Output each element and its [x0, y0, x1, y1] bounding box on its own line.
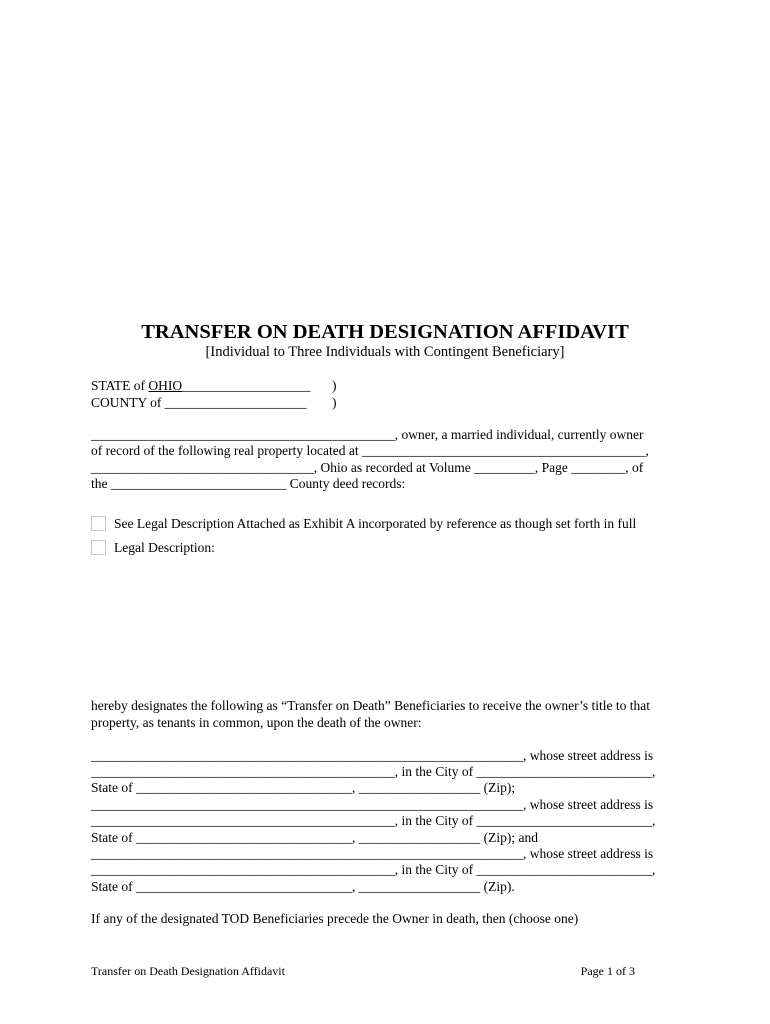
state-paren: ): [332, 378, 337, 393]
beneficiary-2-address-line: _____________________________________________, in the City of __________________________,: [91, 813, 656, 828]
designation-line-1: hereby designates the following as “Transfer on Death” Beneficiaries to receive the owner’s title to that: [91, 698, 650, 713]
beneficiary-3-state-line: State of ________________________________, __________________ (Zip).: [91, 879, 515, 894]
owner-line-2: of record of the following real property located at __________________________________________,: [91, 443, 649, 458]
state-value: OHIO: [148, 378, 183, 393]
designation-line-2: property, as tenants in common, upon the death of the owner:: [91, 715, 422, 730]
footer-page-number: Page 1 of 3: [580, 964, 635, 978]
beneficiary-3-address-line: _____________________________________________, in the City of __________________________,: [91, 862, 656, 877]
exhibit-a-label: See Legal Description Attached as Exhibit A incorporated by reference as though set forth in full: [114, 516, 637, 531]
state-prefix: STATE of: [91, 378, 149, 393]
state-blank: ___________________: [182, 378, 311, 393]
beneficiary-2-name-line: ________________________________________________________________, whose street address is: [91, 797, 654, 812]
beneficiary-1-name-line: ________________________________________________________________, whose street address is: [91, 748, 654, 763]
exhibit-a-checkbox[interactable]: [91, 516, 106, 531]
county-paren: ): [332, 395, 337, 410]
beneficiary-3-name-line: ________________________________________________________________, whose street address is: [91, 846, 654, 861]
county-line: COUNTY of _____________________: [91, 395, 307, 410]
document-subtitle: [Individual to Three Individuals with Contingent Beneficiary]: [205, 344, 565, 360]
state-line: [91, 378, 310, 394]
beneficiary-2-state-line: State of ________________________________, __________________ (Zip); and: [91, 830, 538, 845]
contingent-text: If any of the designated TOD Beneficiaries precede the Owner in death, then (choose one): [91, 911, 579, 926]
legal-description-label: Legal Description:: [114, 540, 215, 555]
beneficiary-1-state-line: State of ________________________________, __________________ (Zip);: [91, 780, 516, 795]
beneficiary-1-address-line: _____________________________________________, in the City of __________________________,: [91, 764, 656, 779]
footer-title: Transfer on Death Designation Affidavit: [91, 964, 285, 978]
owner-line-3: _________________________________, Ohio as recorded at Volume _________, Page ________, of: [91, 460, 644, 475]
owner-line-4: the __________________________ County deed records:: [91, 476, 406, 491]
document-title: TRANSFER ON DEATH DESIGNATION AFFIDAVIT: [141, 321, 629, 343]
legal-description-checkbox[interactable]: [91, 540, 106, 555]
owner-line-1: _____________________________________________, owner, a married individual, currently owner: [91, 427, 644, 442]
